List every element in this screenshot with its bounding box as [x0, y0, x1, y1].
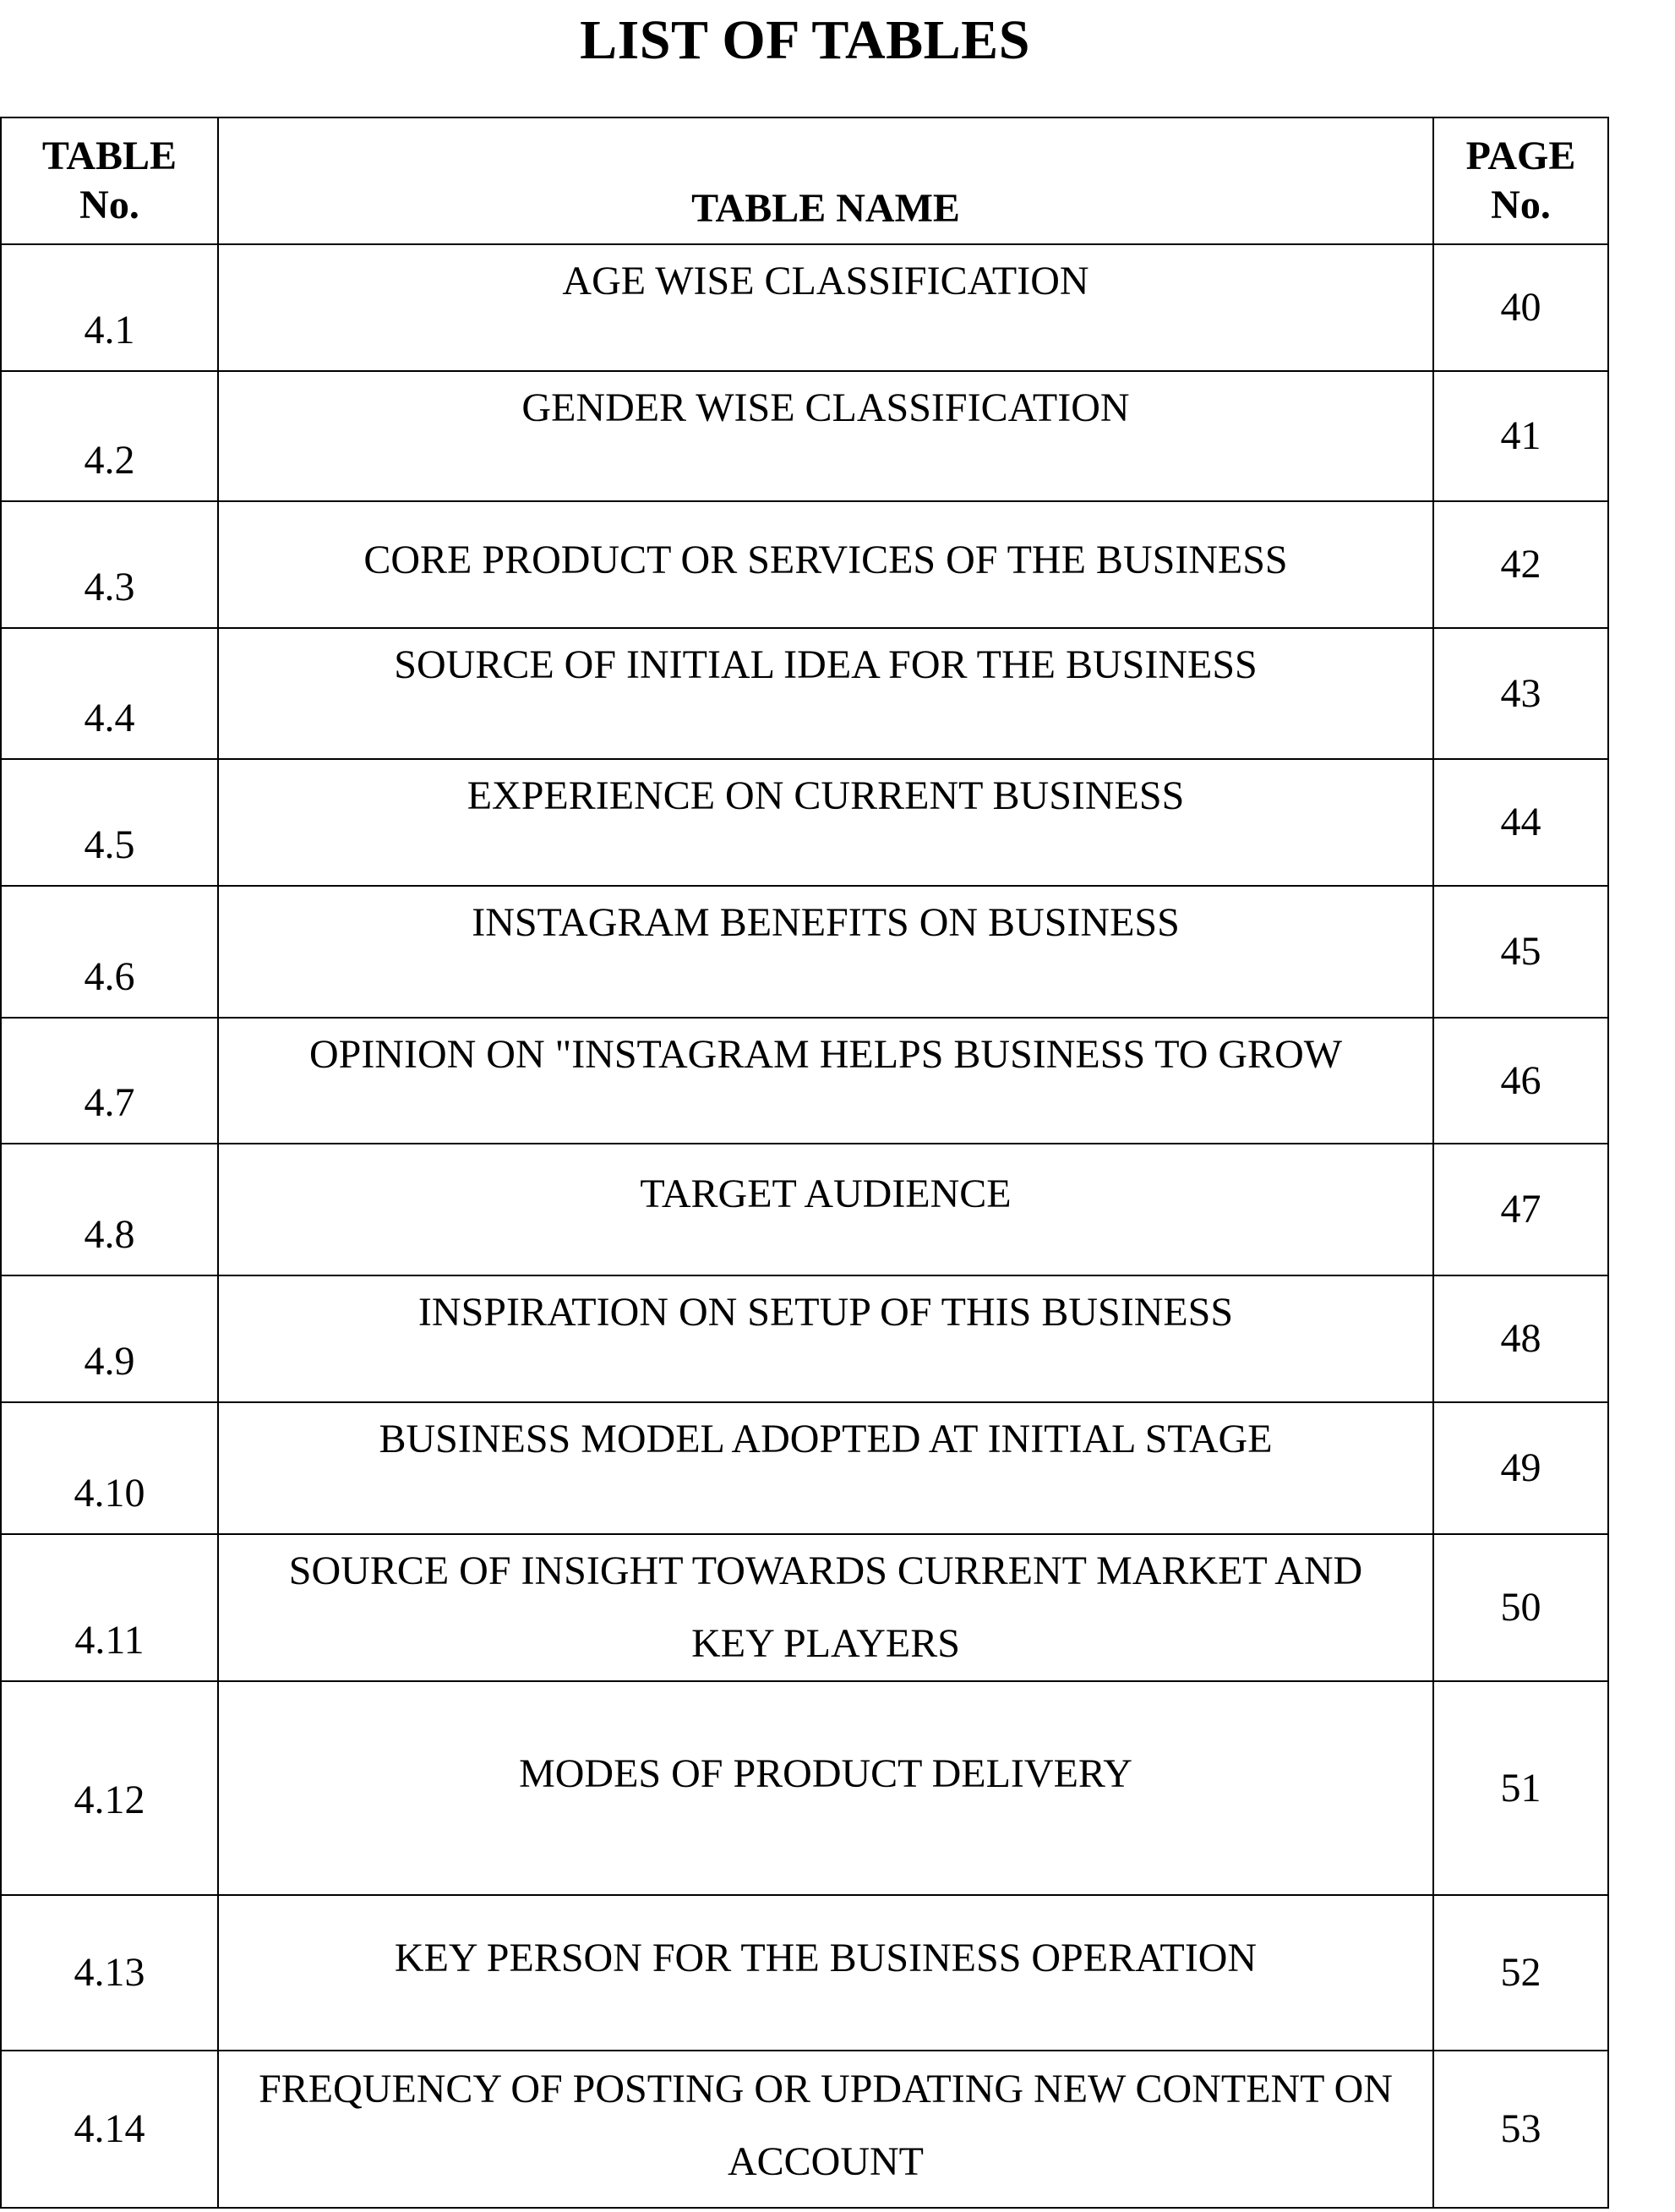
header-row — [1, 117, 1608, 244]
table-number: 4.8 — [1, 1144, 218, 1275]
table-name: GENDER WISE CLASSIFICATION — [218, 371, 1433, 501]
page-number: 49 — [1433, 1402, 1608, 1534]
table-number: 4.13 — [1, 1895, 218, 2051]
header-table-no-line2: No. — [79, 183, 139, 227]
header-table-name: TABLE NAME — [218, 117, 1433, 244]
header-page-no — [1433, 117, 1608, 244]
table-name: SOURCE OF INITIAL IDEA FOR THE BUSINESS — [218, 628, 1433, 759]
table-number: 4.12 — [1, 1681, 218, 1895]
table-number: 4.6 — [1, 886, 218, 1018]
page-number: 52 — [1433, 1895, 1608, 2051]
table-row — [1, 628, 1608, 759]
table-row — [1, 1144, 1608, 1275]
table-name: EXPERIENCE ON CURRENT BUSINESS — [218, 759, 1433, 886]
table-name: OPINION ON "INSTAGRAM HELPS BUSINESS TO GROW — [218, 1018, 1433, 1144]
table-name: AGE WISE CLASSIFICATION — [218, 244, 1433, 371]
table-name: MODES OF PRODUCT DELIVERY — [218, 1681, 1433, 1895]
table-number: 4.1 — [1, 244, 218, 371]
page-number: 48 — [1433, 1275, 1608, 1402]
table-number: 4.9 — [1, 1275, 218, 1402]
table-row — [1, 1895, 1608, 2051]
table-name: FREQUENCY OF POSTING OR UPDATING NEW CONTENT ON ACCOUNT — [218, 2051, 1433, 2208]
page-title: LIST OF TABLES — [580, 9, 1030, 71]
table-number: 4.14 — [1, 2051, 218, 2208]
page-number: 53 — [1433, 2051, 1608, 2208]
table-name: TARGET AUDIENCE — [218, 1144, 1433, 1275]
table-name: CORE PRODUCT OR SERVICES OF THE BUSINESS — [218, 501, 1433, 628]
table-row — [1, 244, 1608, 371]
page-number: 42 — [1433, 501, 1608, 628]
table-row — [1, 1402, 1608, 1534]
table-number: 4.10 — [1, 1402, 218, 1534]
table-row — [1, 1275, 1608, 1402]
table-number: 4.7 — [1, 1018, 218, 1144]
table-number: 4.3 — [1, 501, 218, 628]
table-number: 4.2 — [1, 371, 218, 501]
header-page-no-line1: PAGE — [1465, 134, 1576, 178]
table-row — [1, 1018, 1608, 1144]
page-number: 46 — [1433, 1018, 1608, 1144]
page-number: 47 — [1433, 1144, 1608, 1275]
page-number: 44 — [1433, 759, 1608, 886]
page-number: 45 — [1433, 886, 1608, 1018]
table-number: 4.5 — [1, 759, 218, 886]
list-of-tables — [0, 117, 1609, 2209]
page-number: 40 — [1433, 244, 1608, 371]
table-name: SOURCE OF INSIGHT TOWARDS CURRENT MARKET AND KEY PLAYERS — [218, 1534, 1433, 1681]
table-row — [1, 886, 1608, 1018]
table-name: BUSINESS MODEL ADOPTED AT INITIAL STAGE — [218, 1402, 1433, 1534]
table-row — [1, 371, 1608, 501]
table-row — [1, 1681, 1608, 1895]
header-page-no-line2: No. — [1491, 183, 1551, 227]
table-number: 4.11 — [1, 1534, 218, 1681]
page-number: 51 — [1433, 1681, 1608, 1895]
table-name: INSPIRATION ON SETUP OF THIS BUSINESS — [218, 1275, 1433, 1402]
table-row — [1, 2051, 1608, 2208]
page-number: 50 — [1433, 1534, 1608, 1681]
header-table-no-line1: TABLE — [41, 134, 177, 178]
table-number: 4.4 — [1, 628, 218, 759]
table-row — [1, 759, 1608, 886]
table-row — [1, 1534, 1608, 1681]
table-name: KEY PERSON FOR THE BUSINESS OPERATION — [218, 1895, 1433, 2051]
header-table-no — [1, 117, 218, 244]
page-number: 41 — [1433, 371, 1608, 501]
page-number: 43 — [1433, 628, 1608, 759]
table-name: INSTAGRAM BENEFITS ON BUSINESS — [218, 886, 1433, 1018]
table-row — [1, 501, 1608, 628]
